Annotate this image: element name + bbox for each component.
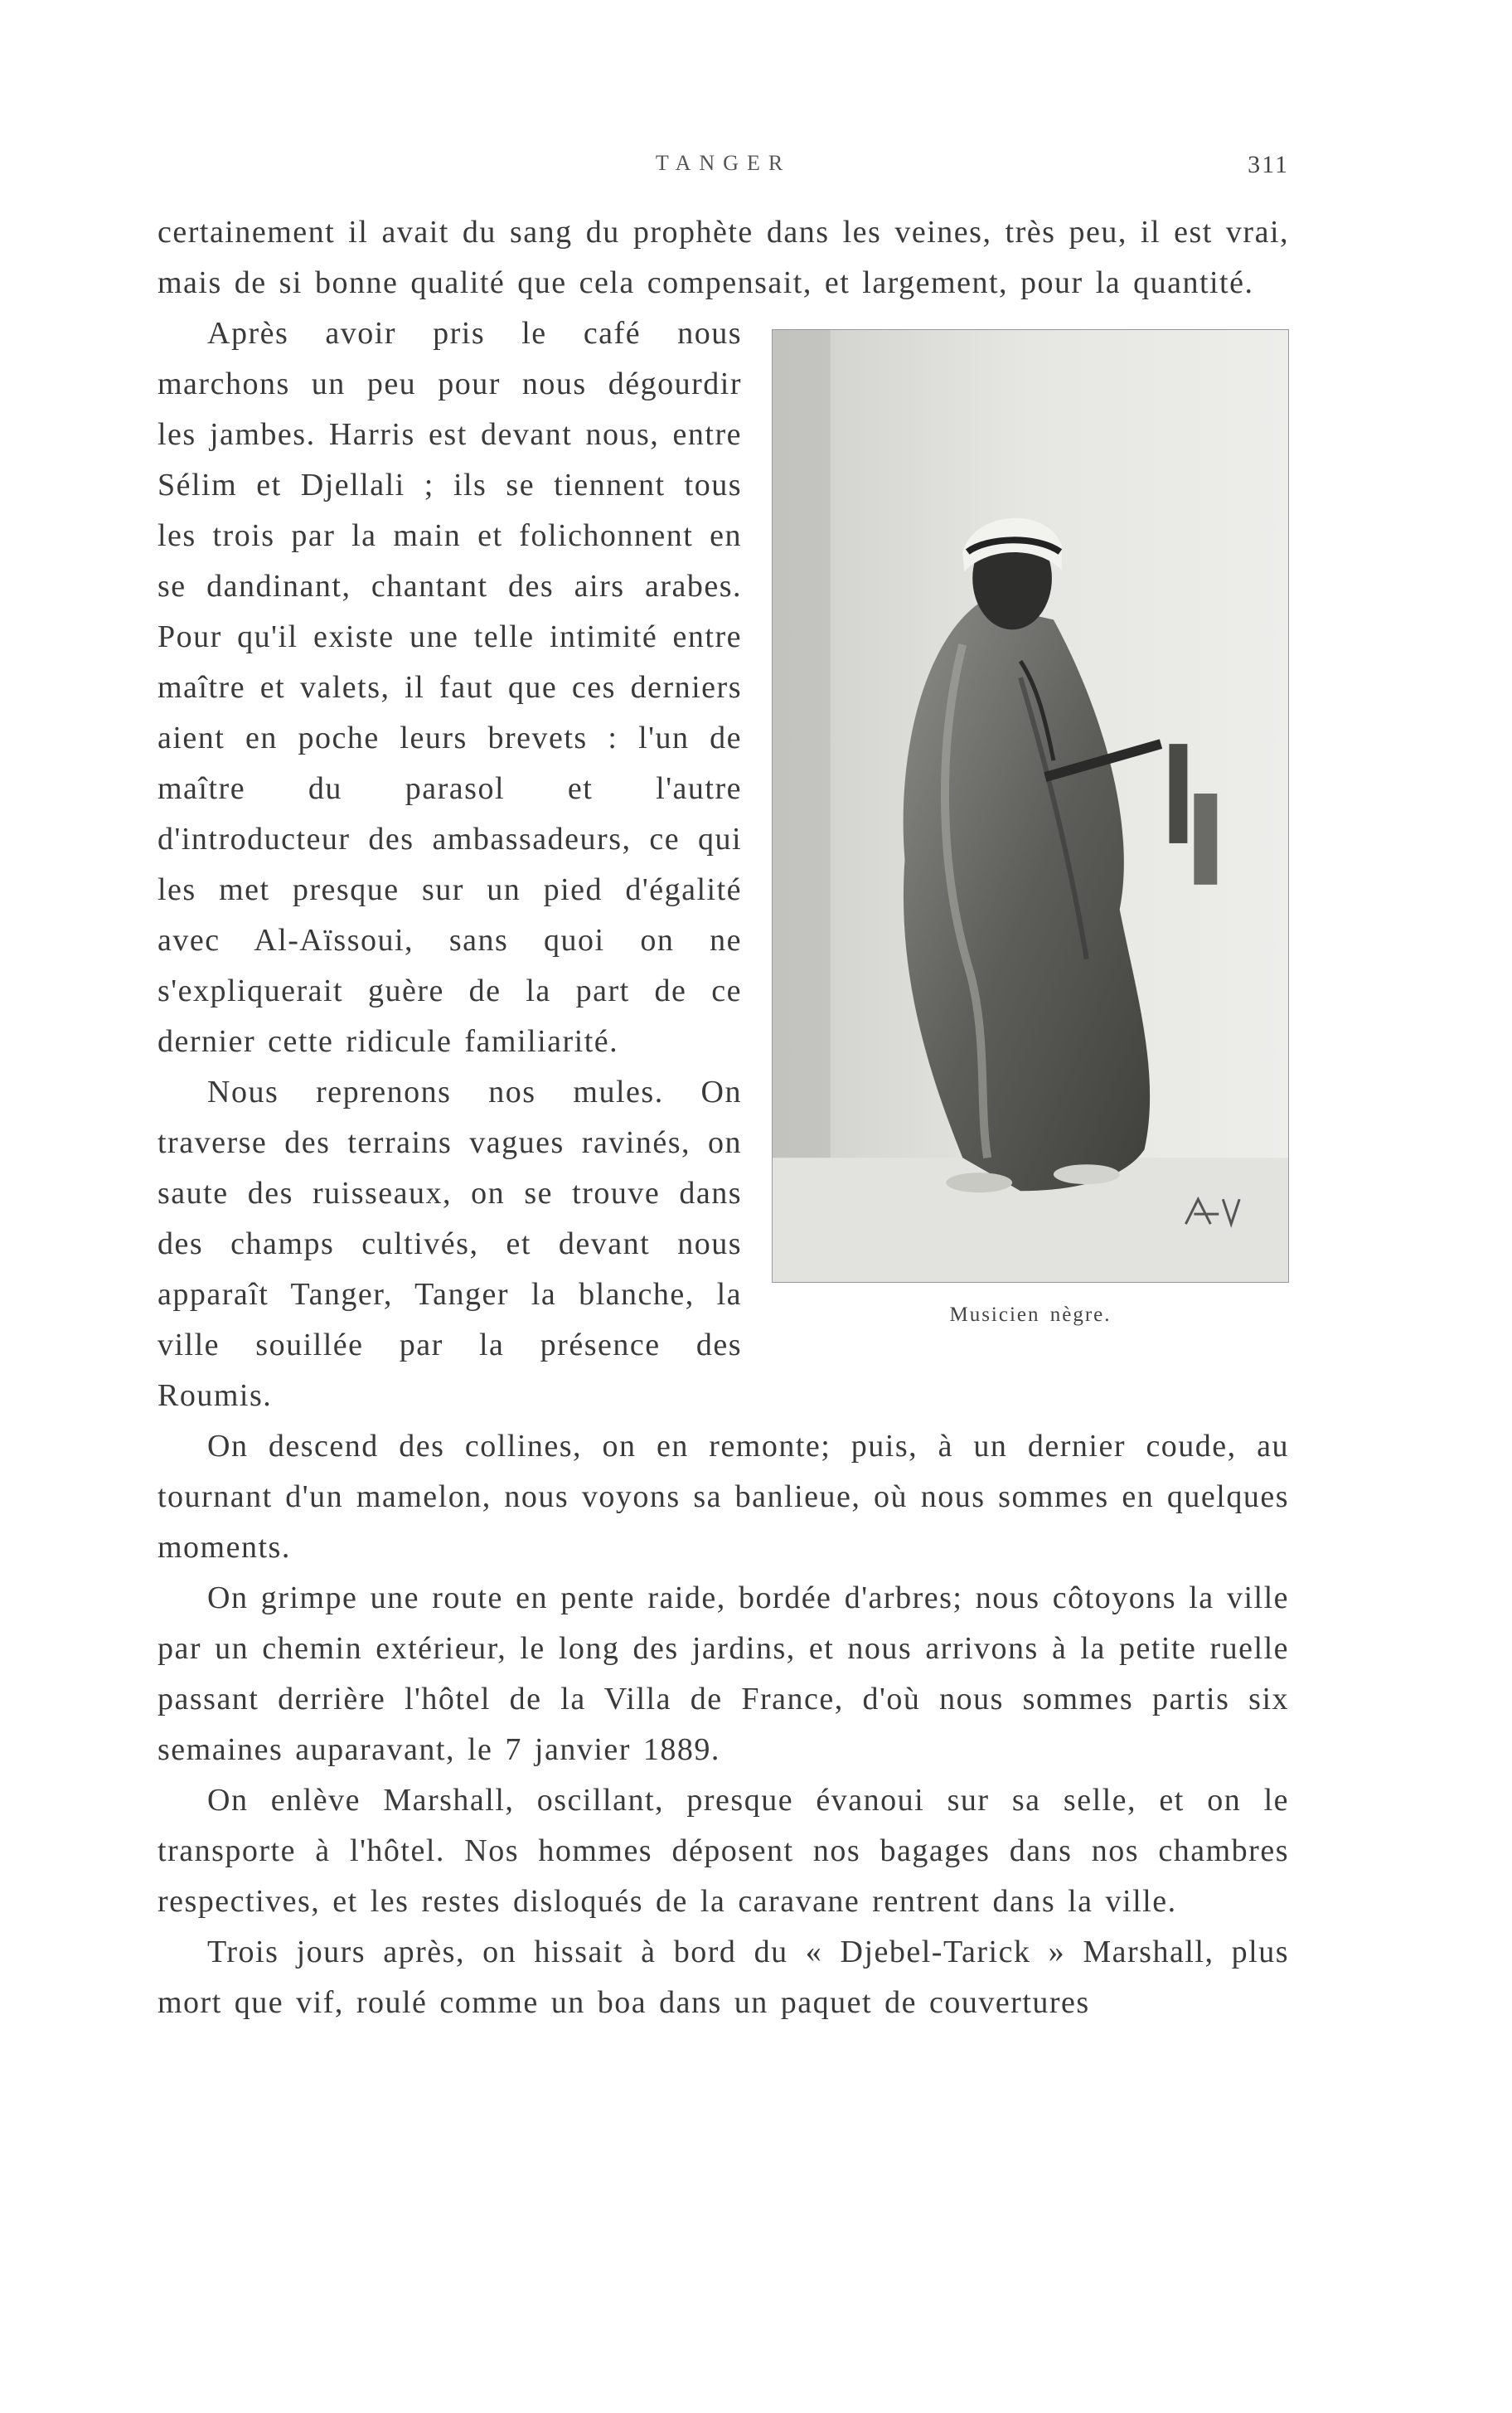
paragraph: certainement il avait du sang du prophète dans les veines, très peu, il est vrai, mais de si bonne qualité que cela compensait, et largement, pour la quantité. [158, 215, 1289, 300]
paragraph: On grimpe une route en pente raide, bordée d'arbres; nous côtoyons la ville par un chemin extérieur, le long des jardins, et nous arrivons à la petite ruelle passant derrière l'hôtel de la Villa de France, d'où nous sommes partis six semaines auparavant, le 7 janvier 1889. [158, 1580, 1289, 1767]
body-text [158, 207, 1289, 2028]
figure-caption: Musicien nègre. [949, 1304, 1112, 1326]
photograph [772, 329, 1289, 1283]
page-header [158, 151, 1289, 184]
page-number: 311 [1248, 151, 1289, 178]
paragraph: Trois jours après, on hissait à bord du « Djebel-Tarick » Marshall, plus mort que vif, roulé comme un boa dans un paquet de couvertures [158, 1935, 1289, 2020]
paragraph: Nous reprenons nos mules. On traverse des terrains vagues ravinés, on saute des ruisseaux, on se trouve dans des champs cultivés, et devant nous apparaît Tanger, Tanger la blanche, la ville souillée par la présence des Roumis. [158, 1075, 742, 1413]
running-title: TANGER [655, 151, 792, 175]
paragraph: Après avoir pris le café nous marchons un peu pour nous dégourdir les jambes. Harris est devant nous, entre Sélim et Djellali ; ils se tiennent tous les trois par la main et folichonnent en se dandinant, chantant des airs arabes. Pour qu'il existe une telle intimité entre maître et valets, il faut que ces derniers aient en poche leurs brevets : l'un de maître du parasol et l'autre d'introducteur des ambassadeurs, ce qui les met presque sur un pied d'égalité avec Al-Aïssoui, sans quoi on ne s'expliquerait guère de la part de ce dernier cette ridicule familiarité. [158, 316, 742, 1059]
musician-photo [773, 330, 1288, 1282]
figure [772, 329, 1289, 1338]
paragraph: On descend des collines, on en remonte; puis, à un dernier coude, au tournant d'un mamelon, nous voyons sa banlieue, où nous sommes en quelques moments. [158, 1429, 1289, 1565]
paragraph: On enlève Marshall, oscillant, presque évanoui sur sa selle, et on le transporte à l'hôtel. Nos hommes déposent nos bagages dans nos chambres respectives, et les restes disloqués de la caravane rentrent dans la ville. [158, 1783, 1289, 1919]
